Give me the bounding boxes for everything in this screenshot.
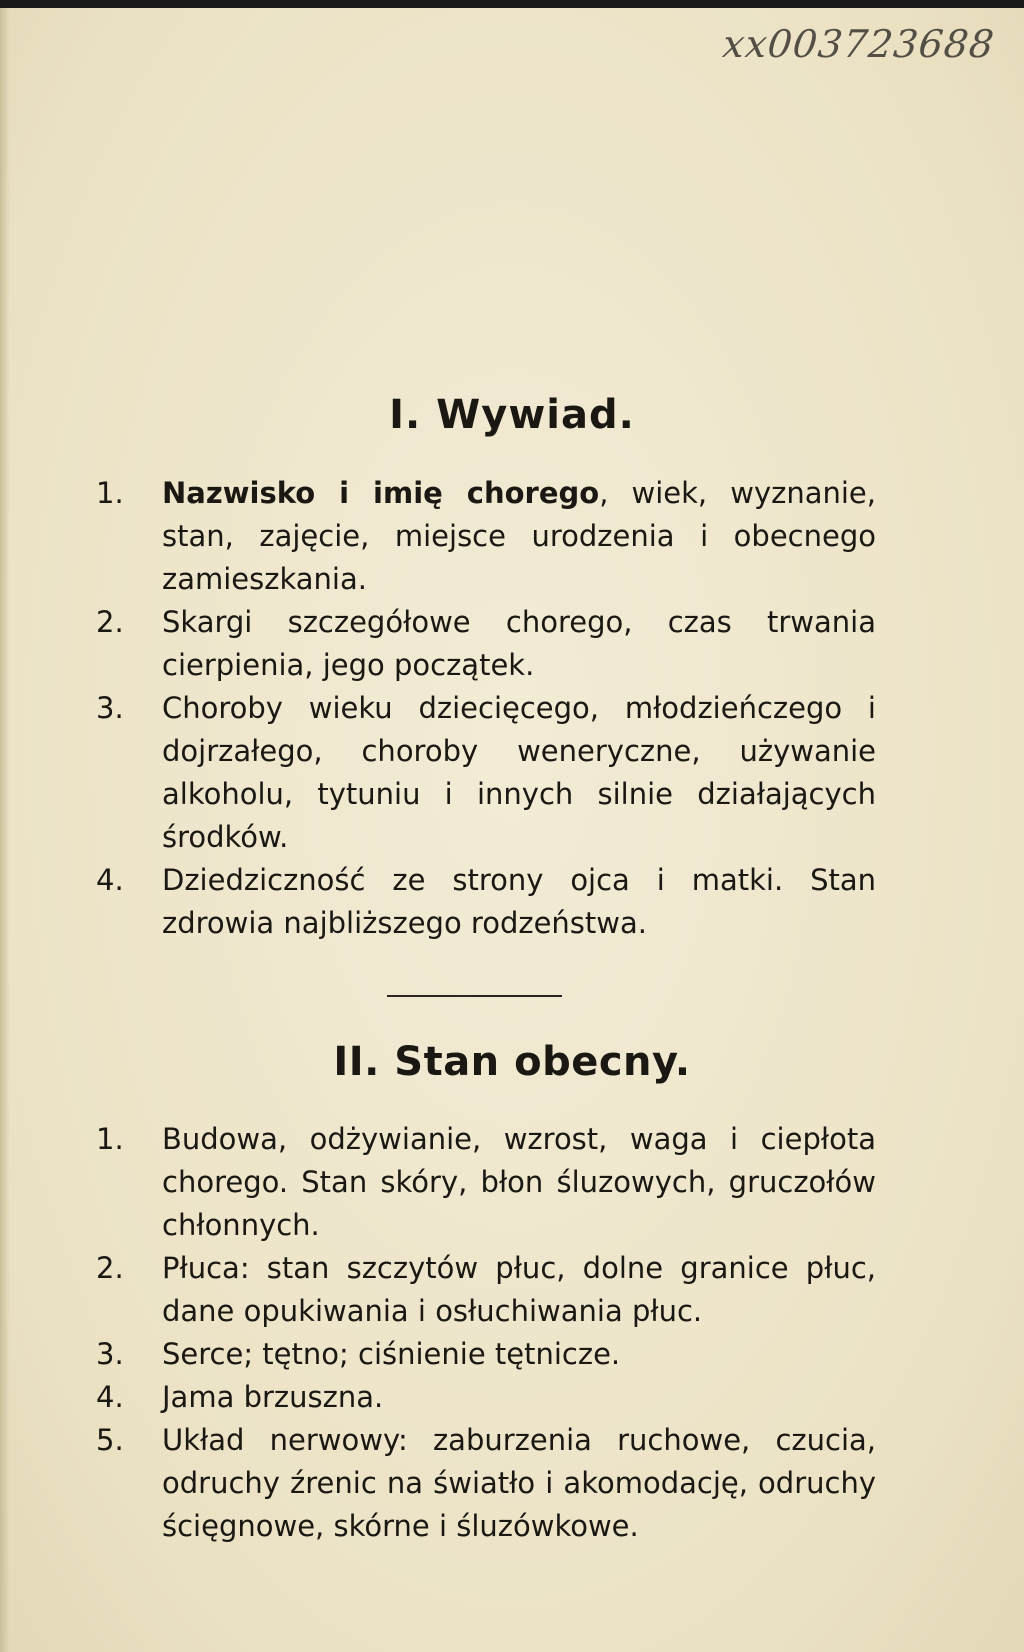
section-2-list	[96, 1118, 876, 1548]
section-divider	[387, 995, 562, 997]
item-text: Serce; tętno; ciśnienie tętnicze.	[162, 1337, 621, 1371]
section-2-heading: II. Stan obecny.	[333, 1039, 691, 1085]
item-text	[162, 472, 876, 601]
list-item	[96, 1376, 876, 1419]
item-text: Choroby wieku dziecięcego, młodzieńczego i dojrzałego, choroby weneryczne, używanie alkoholu, tytuniu i innych silnie działających środków.	[162, 691, 876, 854]
item-text: Jama brzuszna.	[162, 1380, 384, 1414]
item-text: Układ nerwowy: zaburzenia ruchowe, czucia, odruchy źrenic na światło i akomodację, odruchy ścięgnowe, skórne i śluzówkowe.	[162, 1423, 876, 1543]
section-1-heading: I. Wywiad.	[389, 392, 635, 438]
item-number: 1.	[96, 1122, 124, 1156]
list-item	[96, 687, 876, 859]
list-item	[96, 472, 876, 601]
item-rest: , wiek, wyznanie, stan, zajęcie, miejsce urodzenia i obecnego zamieszkania.	[162, 476, 876, 596]
handwritten-catalog-number: xx003723688	[720, 22, 997, 66]
item-lead: Nazwisko i imię chorego	[162, 476, 600, 510]
item-number: 2.	[96, 605, 124, 639]
list-item	[96, 601, 876, 687]
list-item	[96, 1419, 876, 1548]
list-item	[96, 1247, 876, 1333]
item-number: 5.	[96, 1423, 124, 1457]
item-text: Budowa, odżywianie, wzrost, waga i ciepłota chorego. Stan skóry, błon śluzowych, gruczołów chłonnych.	[162, 1122, 876, 1242]
list-item	[96, 1333, 876, 1376]
book-page	[0, 8, 1024, 1652]
item-number: 4.	[96, 1380, 124, 1414]
item-text: Skargi szczegółowe chorego, czas trwania cierpienia, jego początek.	[162, 605, 876, 682]
list-item	[96, 1118, 876, 1247]
item-number: 3.	[96, 691, 124, 725]
item-number: 3.	[96, 1337, 124, 1371]
item-number: 2.	[96, 1251, 124, 1285]
section-1-list	[96, 472, 876, 945]
item-number: 4.	[96, 863, 124, 897]
item-text: Płuca: stan szczytów płuc, dolne granice płuc, dane opukiwania i osłuchiwania płuc.	[162, 1251, 876, 1328]
item-number: 1.	[96, 476, 124, 510]
list-item	[96, 859, 876, 945]
item-text: Dziedziczność ze strony ojca i matki. Stan zdrowia najbliższego rodzeństwa.	[162, 863, 876, 940]
page-edge-shadow	[0, 8, 10, 1652]
